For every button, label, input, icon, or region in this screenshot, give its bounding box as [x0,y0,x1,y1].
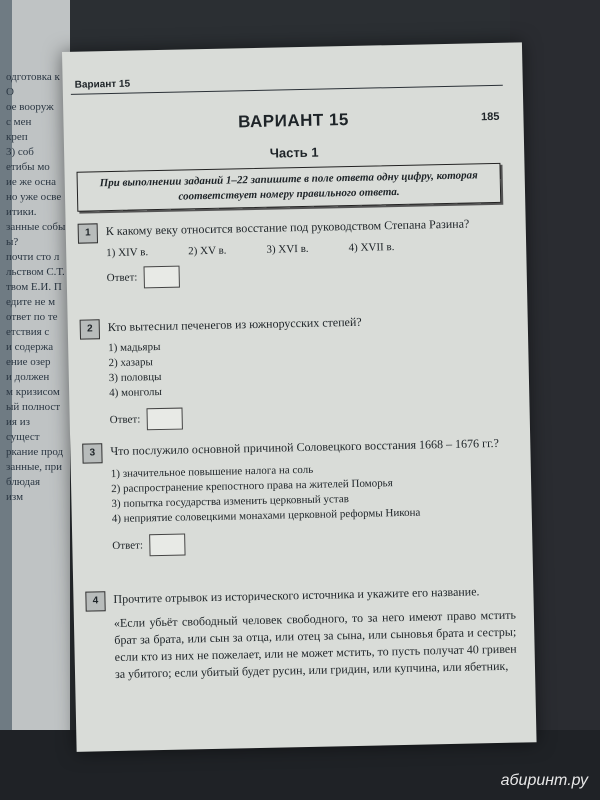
answer-box[interactable] [143,266,179,289]
option: 4) XVII в. [348,241,395,255]
back-page-line: ение озер [6,356,51,368]
back-page-line: м кризисом [6,386,60,398]
back-page-line: креп [6,131,28,143]
instruction-box: При выполнении заданий 1–22 запишите в поле ответа одну цифру, которая соответствует номеру правильного ответа. [77,163,502,212]
answer-box[interactable] [146,408,182,431]
question-2 [80,311,512,432]
back-page-line: но уже осве [6,191,62,203]
question-4 [85,583,517,684]
back-page-line: етствия с [6,326,50,338]
back-page-line: твом Е.И. П [6,281,62,293]
option: 4) неприятие соловецкими монахами церковной реформы Никона [111,506,421,526]
answer-box[interactable] [149,534,185,557]
back-page [0,0,70,800]
header-rule [71,85,503,95]
variant-title: ВАРИАНТ 15 [237,110,350,132]
back-page-line: 3) соб [6,146,34,158]
option: 2) хазары [108,356,153,370]
running-head: Вариант 15 [74,78,131,91]
option: 3) половцы [108,370,162,385]
back-page-line: с мен [6,116,32,128]
back-page-line: ие же осна [6,176,57,188]
options [106,239,508,259]
question-text: Что послужило основной причиной Соловецкого восстания 1668 – 1676 гг.? [110,435,500,459]
question-text: Кто вытеснил печенегов из южнорусских степей? [107,314,362,335]
answer-row [112,527,514,557]
question-1 [78,215,509,290]
back-page-line: и должен [6,371,50,383]
part-title: Часть 1 [269,144,319,161]
back-page-line: занные, при [6,461,63,473]
back-page-line: ркание прод [6,446,64,458]
back-page-line: ы? [6,236,19,248]
back-page-line: и содержа [6,341,54,353]
answer-label: Ответ: [109,413,141,427]
back-page-line: ответ по те [6,311,58,323]
question-number: 2 [80,319,100,339]
question-text: Прочтите отрывок из исторического источника и укажите его название. [113,584,480,607]
back-page-line: етибы мо [6,161,50,173]
answer-row [109,401,511,431]
back-page-line: ия из сущест [6,416,40,443]
option: 1) значительное повышение налога на соль [110,463,314,481]
answer-label: Ответ: [112,539,144,553]
back-page-line: блюдая [6,476,41,488]
back-page-line: почти сто л [6,251,60,263]
source-excerpt: «Если убьёт свободный человек свободного, то за него имеют право мстить брат за брата, или сын за отца, или отец за сына, или сыновья брата и сестры; если кто из них не пожелает, или не может мстить, то пусть получат 40 гривен за убитого; если убитый будет русин, или гридин, или купчина, или ябетник, [113,607,517,682]
question-number: 1 [78,223,98,243]
question-text: К какому веку относится восстание под руководством Степана Разина? [105,216,470,239]
back-page-line: итики. [6,206,37,218]
back-page-line: изм [6,491,24,503]
watermark: абиринт.ру [500,772,588,789]
option: 2) XV в. [188,244,227,258]
question-3 [82,435,514,558]
option: 2) распространение крепостного права на жителей Поморья [111,477,393,496]
back-page-line: одготовка к О [6,71,60,98]
option: 1) мадьяры [108,341,161,355]
question-number: 4 [85,591,105,611]
back-page-line: едите не м [6,296,56,308]
answer-row [107,259,509,289]
page-number: 185 [480,110,500,124]
back-page-line: ое вооруж [6,101,54,113]
back-page-line: занные собы [6,221,66,233]
option: 4) монголы [109,385,163,400]
option: 3) попытка государства изменить церковный устав [111,493,349,511]
book-page [62,42,537,751]
back-page-line: ый полност [6,401,61,413]
option: 3) XVI в. [266,242,309,256]
back-page-line: льством С.Т. [6,266,65,278]
answer-label: Ответ: [106,271,138,285]
back-page-text [6,70,66,630]
question-number: 3 [82,443,102,463]
option: 1) XIV в. [106,246,149,260]
